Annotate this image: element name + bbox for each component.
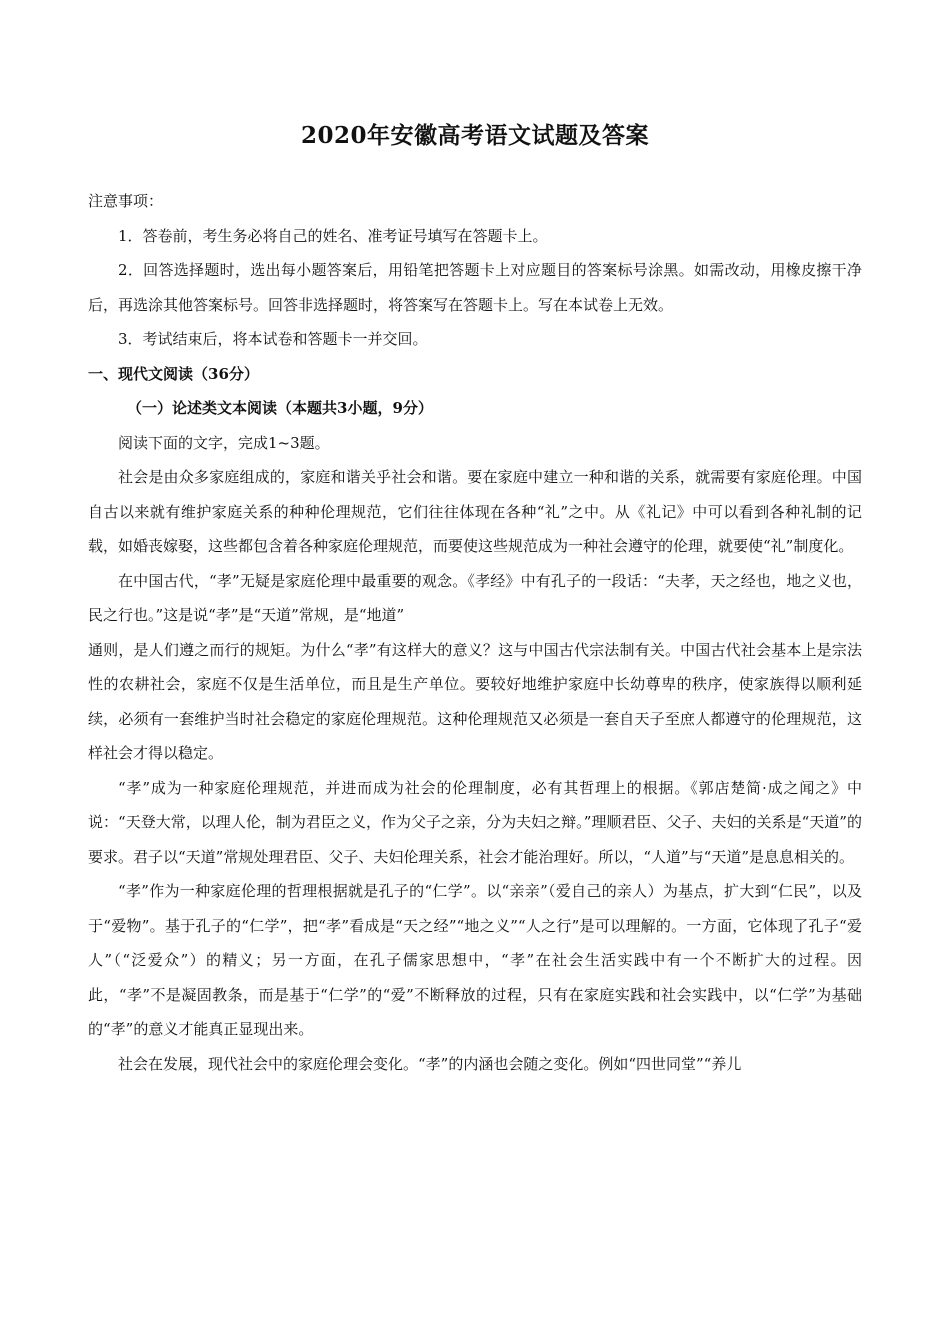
body-paragraph-1: 社会是由众多家庭组成的，家庭和谐关乎社会和谐。要在家庭中建立一种和谐的关系，就需要有家庭伦理。中国自古以来就有维护家庭关系的种种伦理规范，它们往往体现在各种“礼”之中。从《礼记》中可以看到各种礼制的记载，如婚丧嫁娶，这些都包含着各种家庭伦理规范，而要使这些规范成为一种社会遵守的伦理，就要使“礼”制度化。 <box>88 468 862 555</box>
body-paragraph-5: 社会在发展，现代社会中的家庭伦理会变化。“孝”的内涵也会随之变化。例如“四世同堂”“养儿 <box>118 1054 742 1073</box>
notice-item-2: 2．回答选择题时，选出每小题答案后，用铅笔把答题卡上对应题目的答案标号涂黑。如需改动，用橡皮擦干净后，再选涂其他答案标号。回答非选择题时，将答案写在答题卡上。写在本试卷上无效。 <box>88 261 862 314</box>
body-paragraph-3: “孝”成为一种家庭伦理规范，并进而成为社会的伦理制度，必有其哲理上的根据。《郭店楚简·成之闻之》中说：“天登大常，以理人伦，制为君臣之义，作为父子之亲，分为夫妇之辩。”理顺君臣、父子、夫妇的关系是“天道”的要求。君子以“天道”常规处理君臣、父子、夫妇伦理关系，社会才能治理好。所以，“人道”与“天道”是息息相关的。 <box>88 778 862 866</box>
subsection-heading: （一）论述类文本阅读（本题共3小题，9分） <box>127 399 433 417</box>
page-title: 2020年安徽高考语文试题及答案 <box>300 122 649 149</box>
body-paragraph-2-continued: 通则，是人们遵之而行的规矩。为什么“孝”有这样大的意义？这与中国古代宗法制有关。中国古代社会基本上是宗法性的农耕社会，家庭不仅是生活单位，而且是生产单位。要较好地维护家庭中长幼尊卑的秩序，使家族得以顺利延续，必须有一套维护当时社会稳定的家庭伦理规范。这种伦理规范又必须是一套自天子至庶人都遵守的伦理规范，这样社会才得以稳定。 <box>88 640 862 762</box>
notice-item-1: 1．答卷前，考生务必将自己的姓名、准考证号填写在答题卡上。 <box>118 226 548 245</box>
notice-item-3: 3．考试结束后，将本试卷和答题卡一并交回。 <box>118 330 428 348</box>
document-page <box>88 118 862 1081</box>
notice-heading: 注意事项： <box>88 192 164 210</box>
section-heading: 一、现代文阅读（36分） <box>88 364 259 383</box>
body-paragraph-2: 在中国古代，“孝”无疑是家庭伦理中最重要的观念。《孝经》中有孔子的一段话：“夫孝，天之经也，地之义也，民之行也。”这是说“孝”是“天道”常规，是“地道” <box>88 571 862 624</box>
reading-instruction: 阅读下面的文字，完成1~3题。 <box>118 433 330 452</box>
body-paragraph-4: “孝”作为一种家庭伦理的哲理根据就是孔子的“仁学”。以“亲亲”（爱自己的亲人）为基点，扩大到“仁民”，以及于“爱物”。基于孔子的“仁学”，把“孝”看成是“天之经”“地之义”“人之行”是可以理解的。一方面，它体现了孔子“爱人”（“泛爱众”）的精义；另一方面，在孔子儒家思想中，“孝”在社会生活实践中有一个不断扩大的过程。因此，“孝”不是凝固教条，而是基于“仁学”的“爱”不断释放的过程，只有在家庭实践和社会实践中，以“仁学”为基础的“孝”的意义才能真正显现出来。 <box>88 882 862 1038</box>
